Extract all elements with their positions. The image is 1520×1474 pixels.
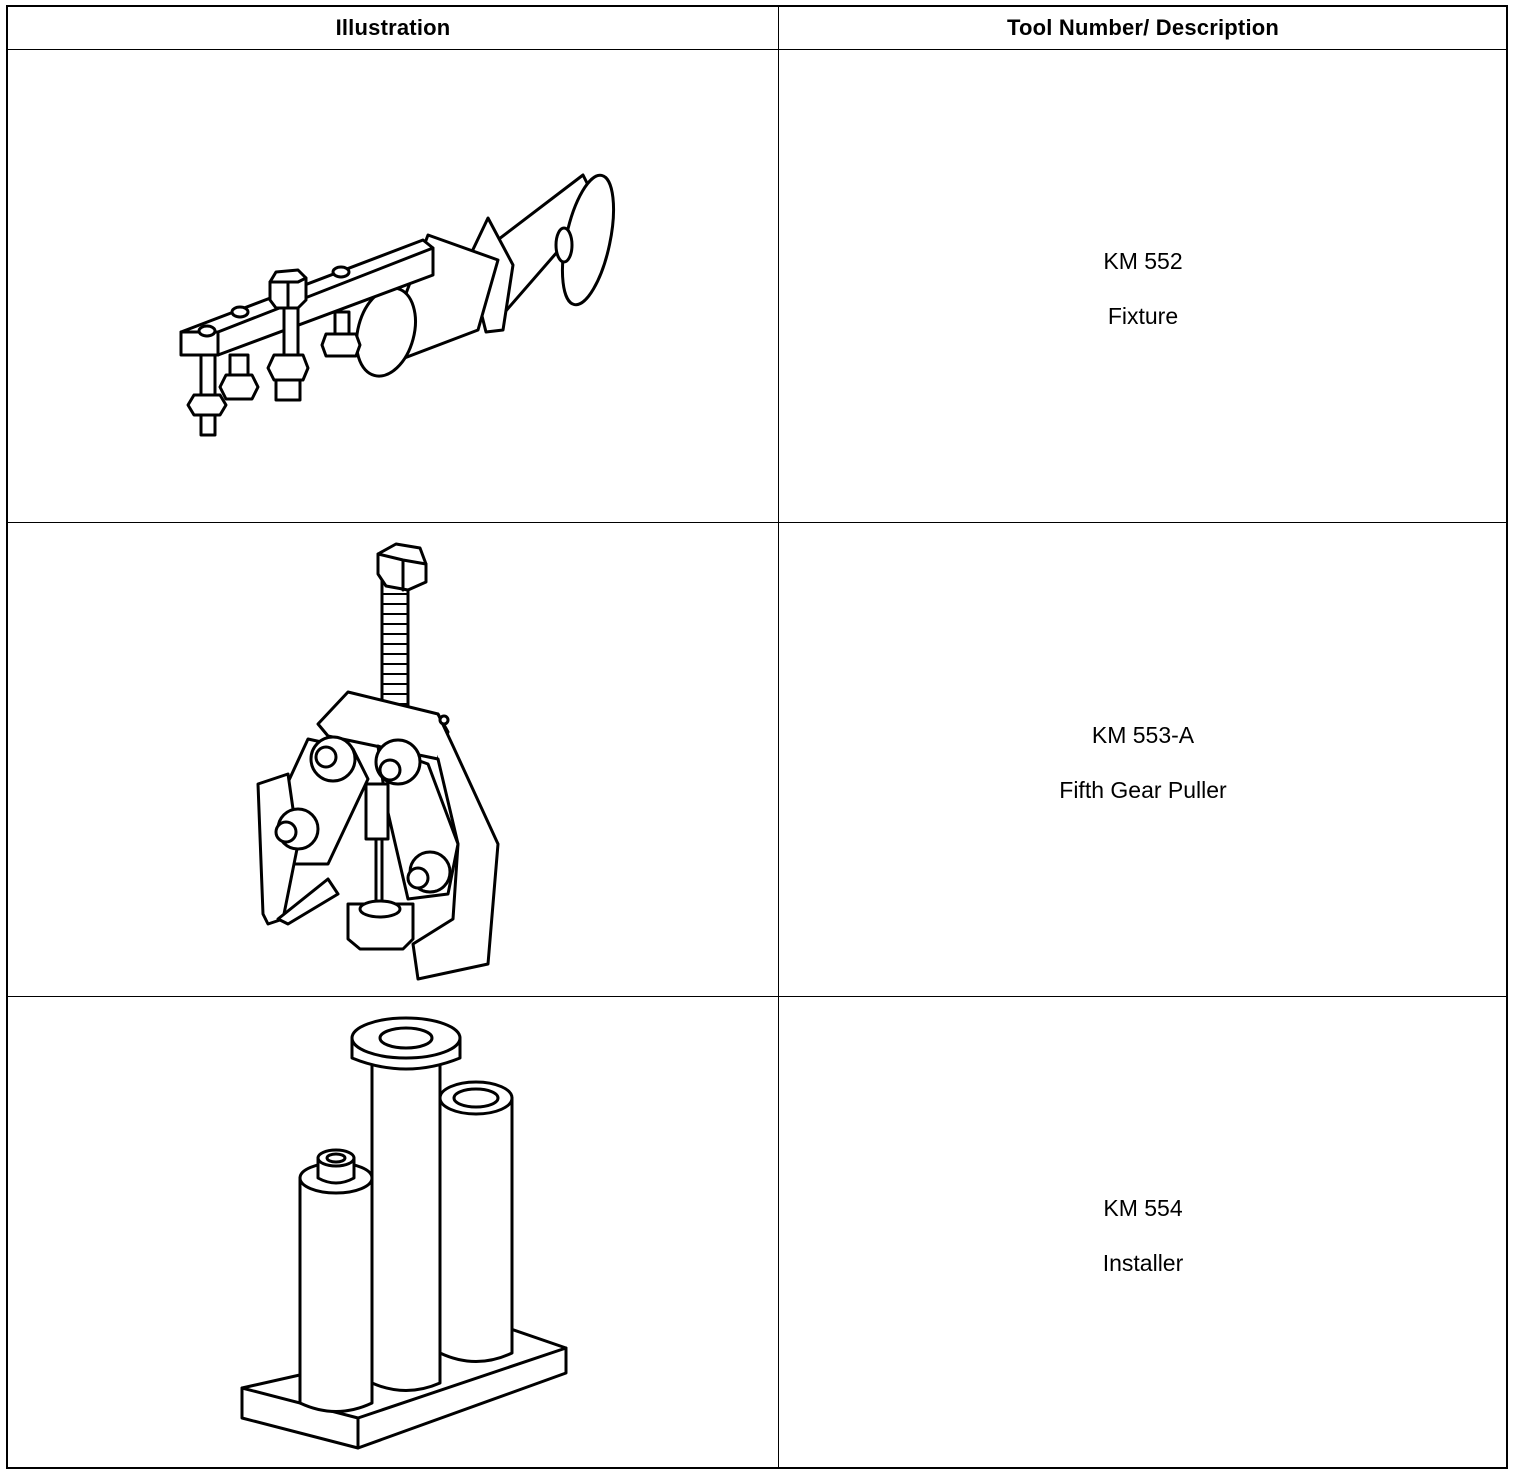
table-row: [8, 50, 1506, 523]
tool-description-cell: [779, 524, 1507, 996]
tool-description: Fixture: [1107, 303, 1179, 329]
fixture-illustration: [8, 50, 778, 522]
tool-description-cell: [779, 998, 1507, 1467]
tool-table: [6, 5, 1508, 1469]
table-row: [8, 998, 1506, 1467]
header-tool-number-description: Tool Number/ Description: [1006, 15, 1280, 40]
header-illustration: Illustration: [335, 15, 451, 40]
tool-description: Fifth Gear Puller: [1059, 777, 1227, 803]
table-header-row: [8, 7, 1506, 50]
table-row: [8, 524, 1506, 997]
tool-number: KM 553-A: [1091, 722, 1195, 748]
tool-description-cell: [779, 50, 1507, 522]
tool-number: KM 552: [1103, 248, 1183, 274]
tool-number: KM 554: [1103, 1195, 1183, 1221]
installer-illustration: [8, 998, 778, 1467]
tool-description: Installer: [1102, 1250, 1184, 1276]
gear-puller-illustration: [8, 524, 778, 996]
